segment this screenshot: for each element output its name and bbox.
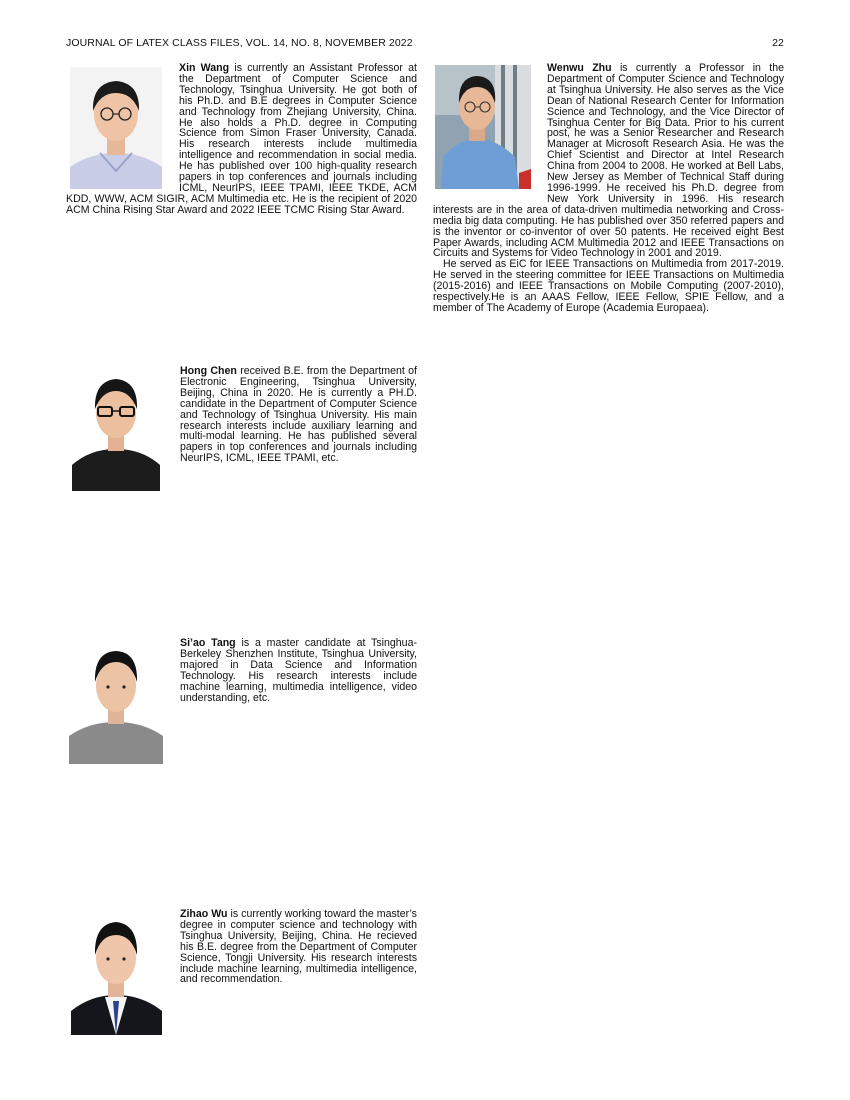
bio-text: is currently working toward the master’s degree in computer science and technology with Tsinghua University, Beijing, China. He recieved his B.E. degree from the Department of Computer Science, Tongji University. His research interests include machine learning, multimedia intelligence, and recommendation. xyxy=(180,908,417,986)
bio-name: Zihao Wu xyxy=(180,908,228,920)
journal-title: JOURNAL OF LATEX CLASS FILES, VOL. 14, NO. 8, NOVEMBER 2022 xyxy=(66,37,413,49)
bio-name: Wenwu Zhu xyxy=(547,62,612,74)
bio-name: Hong Chen xyxy=(180,365,237,377)
bio-text: is currently a Professor in the Department of Computer Science and Technology at Tsinghua University. He also serves as the Vice Dean of National Research Center for Information Science and Technology, and the Vice Director of Tsinghua Center for Big Data. Prior to his current post, he was a Senior Researcher and Research Manager at Microsoft Research Asia. He was the Chief Scientist and Director at Intel Research China from 2004 to 2008. He worked at Bell Labs, New Jersey as Member of Technical Staff during 1996-1999. He received his Ph.D. degree from New York University in 1996. His research interests are in the area of data-driven multimedia networking and Cross-media big data computing. He has published over 350 referred papers and is the inventor or co-inventor of over 50 patents. He received eight Best Paper Awards, including ACM Multimedia 2012 and IEEE Transactions on Circuits and Systems for Video Technology in 2001 and 2019. xyxy=(433,62,784,260)
bio-xin-wang xyxy=(66,63,417,216)
bio-name: Si’ao Tang xyxy=(180,637,236,649)
page-number: 22 xyxy=(772,37,784,49)
photo-siao-tang xyxy=(69,642,163,764)
bio-zihao-wu xyxy=(180,909,417,985)
bio-name: Xin Wang xyxy=(179,62,230,74)
bio-text: is currently an Assistant Professor at the Department of Computer Science and Technology, Tsinghua University. He got both of his Ph.D. and B.E degrees in Computer Science and Technology from Zhejiang University, China. He also holds a Ph.D. degree in Computing Science from Simon Fraser University, Canada. His research interests include multimedia intelligence and recommendation in social media. He has published over 100 high-quality research papers in top conferences and journals including ICML, NeurIPS, IEEE TPAMI, IEEE TKDE, ACM KDD, WWW, ACM SIGIR, ACM Multimedia etc. He is the recipient of 2020 ACM China Rising Star Award and 2022 IEEE TCMC Rising Star Award. xyxy=(66,62,418,216)
bio-text-continued: He served as EiC for IEEE Transactions on Multimedia from 2017-2019. He served in the steering committee for IEEE Transactions on Multimedia (2015-2016) and IEEE Transactions on Mobile Computing (2007-2010), respectively.He is an AAAS Fellow, IEEE Fellow, SPIE Fellow, and a member of The Academy of Europe (Academia Europaea). xyxy=(433,258,784,314)
photo-zihao-wu xyxy=(71,913,162,1035)
bio-hong-chen xyxy=(180,366,417,464)
bio-wenwu-zhu xyxy=(433,63,784,314)
bio-siao-tang xyxy=(180,638,417,703)
bio-text: received B.E. from the Department of Electronic Engineering, Tsinghua University, Beijing, China in 2020. He is currently a PH.D. candidate in the Department of Computer Science and Technology of Tsinghua University. His main research interests include auxiliary learning and multi-modal learning. He has published several papers in top conferences and journals including NeurIPS, ICML, IEEE TPAMI, etc. xyxy=(180,365,417,465)
page-header xyxy=(66,37,784,51)
photo-hong-chen xyxy=(72,369,160,491)
bio-text: is a master candidate at Tsinghua-Berkeley Shenzhen Institute, Tsinghua University, majored in Data Science and Information Technology. His research interests include machine learning, multimedia intelligence, video understanding, etc. xyxy=(180,637,417,704)
